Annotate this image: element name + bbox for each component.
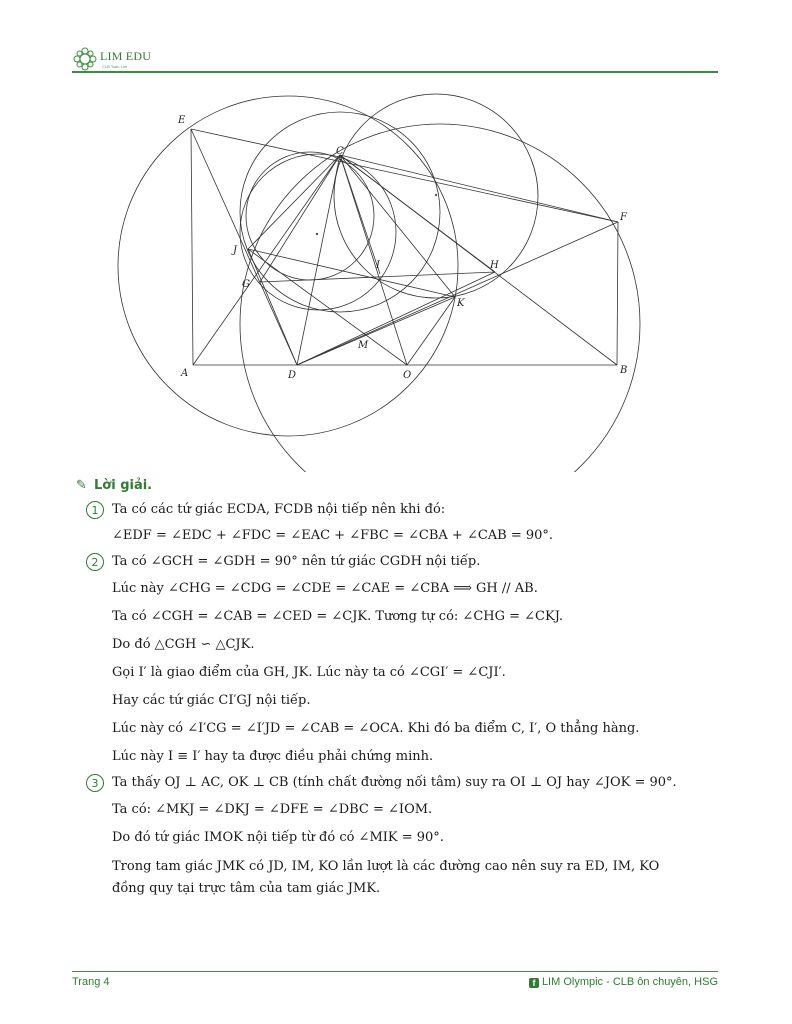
solution-line: Do đó △CGH ∽ △CJK. bbox=[112, 637, 255, 652]
footer-rule bbox=[72, 971, 718, 972]
label-c: C bbox=[336, 146, 344, 157]
page-number: Trang 4 bbox=[72, 976, 110, 988]
label-i: I bbox=[376, 260, 380, 271]
solution-line: ∠EDF = ∠EDC + ∠FDC = ∠EAC + ∠FBC = ∠CBA + ∠CAB = 90°. bbox=[112, 528, 554, 543]
solution-line: Lúc này ∠CHG = ∠CDG = ∠CDE = ∠CAE = ∠CBA ⟹ GH // AB. bbox=[112, 581, 538, 596]
solution-heading-text: Lời giải. bbox=[94, 478, 153, 493]
label-a: A bbox=[181, 368, 189, 379]
solution-line: Gọi I′ là giao điểm của GH, JK. Lúc này ta có ∠CGI′ = ∠CJI′. bbox=[112, 665, 506, 680]
solution-line: Trong tam giác JMK có JD, IM, KO lần lượt là các đường cao nên suy ra ED, IM, KO bbox=[112, 859, 660, 874]
solution-line: đồng quy tại trực tâm của tam giác JMK. bbox=[112, 881, 381, 896]
solution-line: Ta có: ∠MKJ = ∠DKJ = ∠DFE = ∠DBC = ∠IOM. bbox=[112, 802, 433, 817]
item-number-3: 3 bbox=[86, 774, 104, 792]
edit-icon: ✎ bbox=[76, 478, 87, 493]
label-o: O bbox=[403, 370, 412, 381]
label-m: M bbox=[358, 340, 369, 351]
label-g: G bbox=[242, 279, 250, 290]
solution-heading bbox=[76, 478, 152, 493]
item-number-2: 2 bbox=[86, 553, 104, 571]
item-number-1: 1 bbox=[86, 501, 104, 519]
solution-line: Ta thấy OJ ⊥ AC, OK ⊥ CB (tính chất đường nối tâm) suy ra OI ⊥ OJ hay ∠JOK = 90°. bbox=[112, 775, 677, 790]
label-d: D bbox=[288, 370, 297, 381]
circle-ecda bbox=[118, 96, 458, 436]
header-rule bbox=[72, 71, 718, 73]
solution-line: Lúc này I ≡ I′ hay ta được điều phải chứng minh. bbox=[112, 749, 434, 764]
label-b: B bbox=[620, 365, 628, 376]
solution-line: Ta có các tứ giác ECDA, FCDB nội tiếp nên khi đó: bbox=[112, 502, 446, 517]
solution-line: Ta có ∠GCH = ∠GDH = 90° nên tứ giác CGDH nội tiếp. bbox=[112, 554, 481, 569]
solution-line: Ta có ∠CGH = ∠CAB = ∠CED = ∠CJK. Tương tự có: ∠CHG = ∠CKJ. bbox=[112, 609, 564, 624]
label-j: J bbox=[233, 245, 238, 256]
label-h: H bbox=[490, 260, 499, 271]
facebook-icon: f bbox=[529, 978, 539, 988]
footer-credit bbox=[529, 976, 718, 988]
geometry-diagram bbox=[100, 92, 660, 472]
label-e: E bbox=[178, 115, 186, 126]
brand-subtitle: CLB Toán Lim bbox=[102, 64, 128, 69]
geometry-figure bbox=[100, 92, 660, 472]
brand-name: LIM EDU bbox=[100, 49, 152, 63]
solution-line: Do đó tứ giác IMOK nội tiếp từ đó có ∠MIK = 90°. bbox=[112, 830, 444, 845]
circle-cgdh bbox=[240, 112, 440, 312]
circle-small-left bbox=[246, 152, 374, 280]
lotus-logo-icon bbox=[72, 46, 98, 72]
footer-credit-text: LIM Olympic - CLB ôn chuyên, HSG bbox=[541, 976, 718, 988]
solution-line: Hay các tứ giác CI′GJ nội tiếp. bbox=[112, 693, 311, 708]
page-header bbox=[72, 44, 718, 74]
label-k: K bbox=[457, 298, 465, 309]
solution-line: Lúc này có ∠I′CG = ∠I′JD = ∠CAB = ∠OCA. Khi đó ba điểm C, I′, O thẳng hàng. bbox=[112, 721, 640, 736]
label-f: F bbox=[620, 212, 627, 223]
